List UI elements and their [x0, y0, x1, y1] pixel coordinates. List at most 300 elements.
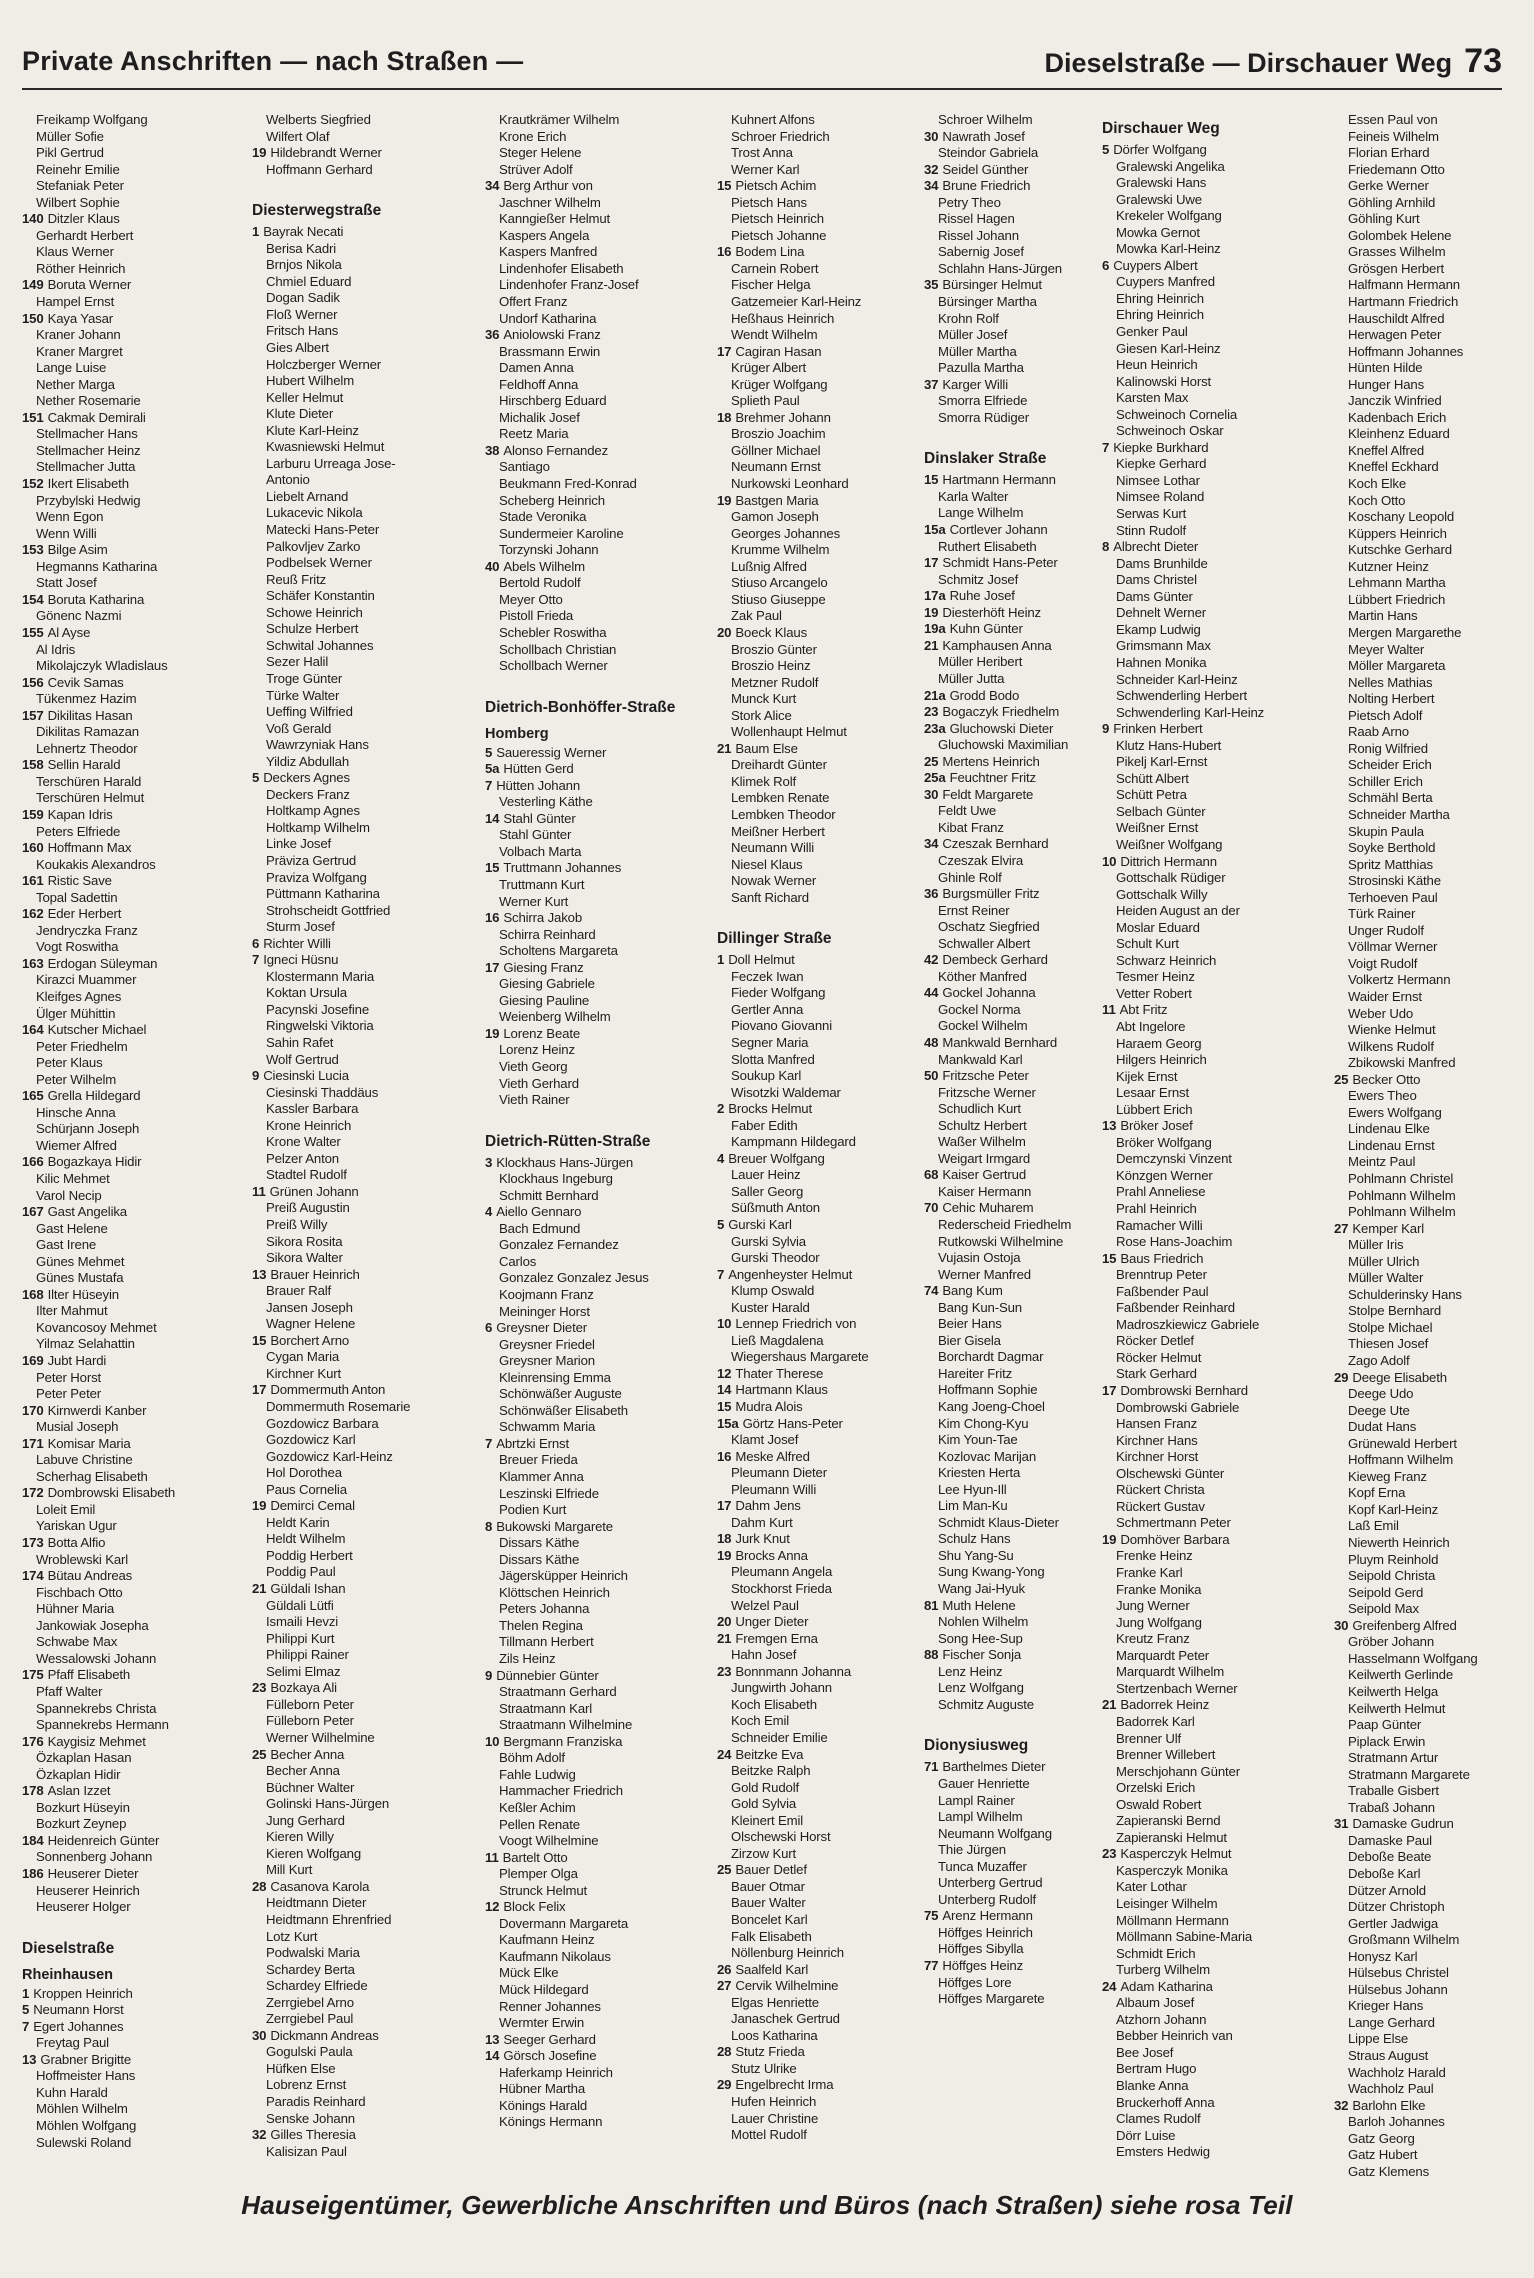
- resident-entry: [1334, 327, 1514, 344]
- house-number: 155: [22, 624, 44, 640]
- resident-entry: [252, 1184, 482, 1201]
- resident-name: Gamon Joseph: [731, 509, 819, 525]
- resident-entry: [252, 588, 482, 605]
- resident-entry: [485, 377, 715, 394]
- resident-entry: [717, 1349, 947, 1366]
- resident-name: Koschany Leopold: [1348, 509, 1455, 525]
- house-number: 23: [1102, 1846, 1117, 1862]
- resident-entry: [1102, 1995, 1332, 2012]
- house-number: 35: [924, 277, 939, 293]
- house-number: 19: [717, 492, 732, 508]
- resident-name: Weißner Wolfgang: [1116, 836, 1223, 852]
- resident-name: Keller Helmut: [266, 389, 344, 405]
- resident-name: Philippi Kurt: [266, 1630, 335, 1646]
- resident-entry: [1334, 2147, 1514, 2164]
- resident-entry: [1102, 1979, 1332, 1996]
- resident-name: Bier Gisela: [938, 1332, 1001, 1348]
- resident-name: Süßmuth Anton: [731, 1200, 820, 1216]
- resident-entry: [22, 211, 252, 228]
- resident-name: Aniolowski Franz: [503, 327, 601, 343]
- resident-entry: [485, 1817, 715, 1834]
- resident-entry: [1334, 178, 1514, 195]
- resident-name: Ließ Magdalena: [731, 1332, 824, 1348]
- resident-name: Wollenhaupt Helmut: [731, 724, 847, 740]
- resident-name: Grella Hildegard: [47, 1088, 141, 1104]
- resident-name: Schönwäßer Auguste: [499, 1386, 622, 1402]
- resident-name: Özkaplan Hasan: [36, 1750, 132, 1766]
- resident-name: Grabner Brigitte: [40, 2051, 132, 2067]
- resident-name: Piplack Erwin: [1348, 1733, 1426, 1749]
- resident-entry: [485, 1734, 715, 1751]
- resident-name: Ciesinski Thaddäus: [266, 1084, 379, 1100]
- resident-name: Dünnebier Günter: [496, 1667, 599, 1683]
- resident-name: Saller Georg: [731, 1183, 804, 1199]
- resident-entry: [252, 853, 482, 870]
- resident-name: Casanova Karola: [270, 1878, 370, 1894]
- resident-entry: [252, 1912, 482, 1929]
- resident-entry: [485, 1684, 715, 1701]
- resident-name: Lußnig Alfred: [731, 558, 807, 574]
- resident-name: Lesaar Ernst: [1116, 1085, 1189, 1101]
- resident-name: Schiller Erich: [1348, 773, 1423, 789]
- resident-entry: [485, 658, 715, 675]
- resident-name: Gast Angelika: [47, 1204, 127, 1220]
- house-number: 27: [1334, 1220, 1349, 1236]
- resident-entry: [1334, 2114, 1514, 2131]
- resident-entry: [717, 476, 947, 493]
- resident-name: Gatz Hubert: [1348, 2147, 1418, 2163]
- resident-name: Neumann Willi: [731, 840, 815, 856]
- resident-name: Krautkrämer Wilhelm: [499, 112, 620, 127]
- house-number: 74: [924, 1283, 939, 1299]
- resident-entry: [717, 1200, 947, 1217]
- resident-entry: [1334, 1883, 1514, 1900]
- resident-entry: [1102, 688, 1332, 705]
- resident-name: Boruta Werner: [47, 277, 132, 293]
- resident-entry: [485, 393, 715, 410]
- resident-entry: [485, 526, 715, 543]
- resident-name: Koch Elisabeth: [731, 1696, 817, 1712]
- resident-name: Werner Karl: [731, 161, 800, 177]
- street-heading: [485, 691, 715, 721]
- resident-name: Zbikowski Manfred: [1348, 1055, 1456, 1071]
- resident-name: Koch Otto: [1348, 492, 1406, 508]
- resident-entry: [485, 1883, 715, 1900]
- resident-name: Gozdowicz Karl-Heinz: [266, 1448, 393, 1464]
- resident-entry: [252, 985, 482, 1002]
- resident-name: Nohlen Wilhelm: [938, 1614, 1029, 1630]
- resident-entry: [22, 972, 252, 989]
- resident-entry: [1102, 1433, 1332, 1450]
- resident-name: Truttmann Kurt: [499, 876, 585, 892]
- resident-name: Becher Anna: [266, 1763, 340, 1779]
- resident-entry: [252, 621, 482, 638]
- resident-name: Vesterling Käthe: [499, 794, 593, 810]
- resident-name: Podien Kurt: [499, 1502, 567, 1518]
- resident-name: Seipold Gerd: [1348, 1584, 1424, 1600]
- resident-name: Schürjann Joseph: [36, 1121, 140, 1137]
- resident-name: Ciesinski Lucia: [263, 1068, 349, 1084]
- resident-name: Hinsche Anna: [36, 1104, 116, 1120]
- resident-name: Püttmann Katharina: [266, 886, 380, 902]
- resident-name: Wroblewski Karl: [36, 1551, 129, 1567]
- resident-name: Stellmacher Jutta: [36, 459, 136, 475]
- resident-entry: [22, 1849, 252, 1866]
- resident-entry: [22, 1254, 252, 1271]
- resident-name: Klockhaus Hans-Jürgen: [496, 1154, 634, 1170]
- resident-name: Kleinhenz Eduard: [1348, 426, 1450, 442]
- resident-entry: [22, 1767, 252, 1784]
- resident-name: Kaufmann Nikolaus: [499, 1948, 611, 1964]
- resident-entry: [1334, 162, 1514, 179]
- resident-entry: [22, 1403, 252, 1420]
- resident-name: Kirchner Hans: [1116, 1432, 1198, 1448]
- resident-entry: [1102, 1615, 1332, 1632]
- house-number: 34: [485, 178, 500, 194]
- house-number: 160: [22, 840, 44, 856]
- resident-entry: [717, 1134, 947, 1151]
- resident-name: Lenz Heinz: [938, 1663, 1003, 1679]
- resident-name: Kaufmann Heinz: [499, 1932, 595, 1948]
- resident-entry: [485, 910, 715, 927]
- resident-entry: [252, 1101, 482, 1118]
- resident-name: Halfmann Hermann: [1348, 277, 1460, 293]
- resident-name: Al Ayse: [47, 624, 91, 640]
- resident-name: Krüger Wolfgang: [731, 376, 828, 392]
- heading-text: Dirschauer Weg: [1102, 120, 1220, 137]
- resident-name: Karla Walter: [938, 488, 1009, 504]
- resident-entry: [252, 952, 482, 969]
- resident-entry: [1334, 857, 1514, 874]
- resident-entry: [252, 1482, 482, 1499]
- resident-name: Floß Werner: [266, 306, 338, 322]
- house-number: 176: [22, 1733, 44, 1749]
- resident-entry: [1102, 622, 1332, 639]
- resident-name: Saueressig Werner: [496, 744, 607, 760]
- resident-entry: [1102, 1019, 1332, 1036]
- house-number: 42: [924, 952, 939, 968]
- resident-entry: [1334, 939, 1514, 956]
- resident-name: Czeszak Elvira: [938, 852, 1024, 868]
- resident-entry: [1102, 920, 1332, 937]
- house-number: 161: [22, 873, 44, 889]
- resident-name: Hühner Maria: [36, 1601, 115, 1617]
- resident-entry: [1334, 277, 1514, 294]
- resident-entry: [717, 1631, 947, 1648]
- resident-name: Lembken Theodor: [731, 806, 836, 822]
- house-number: 48: [924, 1034, 939, 1050]
- resident-entry: [1102, 1002, 1332, 1019]
- resident-name: Feldhoff Anna: [499, 376, 579, 392]
- resident-name: Fritzsche Peter: [942, 1068, 1029, 1084]
- house-number: 44: [924, 985, 939, 1001]
- resident-name: Poddig Herbert: [266, 1547, 353, 1563]
- resident-name: Gottschalk Willy: [1116, 886, 1208, 902]
- house-number: 30: [924, 128, 939, 144]
- house-number: 9: [485, 1667, 493, 1683]
- resident-name: Koktan Ursula: [266, 985, 347, 1001]
- resident-name: Nurkowski Leonhard: [731, 476, 849, 492]
- heading-text: Dinslaker Straße: [924, 450, 1047, 468]
- resident-name: Bertold Rudolf: [499, 575, 581, 591]
- resident-name: Orzelski Erich: [1116, 1780, 1196, 1796]
- resident-entry: [717, 658, 947, 675]
- house-number: 32: [1334, 2097, 1349, 2113]
- resident-name: Schütt Albert: [1116, 770, 1189, 786]
- resident-name: Kieren Wolfgang: [266, 1845, 362, 1861]
- resident-name: Höffges Heinz: [942, 1957, 1024, 1973]
- resident-entry: [22, 1370, 252, 1387]
- resident-name: Kim Chong-Kyu: [938, 1415, 1029, 1431]
- resident-entry: [717, 1118, 947, 1135]
- resident-name: Burgsmüller Fritz: [942, 886, 1040, 902]
- resident-entry: [252, 721, 482, 738]
- resident-name: Thie Jürgen: [938, 1842, 1006, 1858]
- resident-name: Boncelet Karl: [731, 1911, 808, 1927]
- resident-name: Schmidt Erich: [1116, 1945, 1196, 1961]
- resident-entry: [1102, 1201, 1332, 1218]
- resident-name: Ewers Wolfgang: [1348, 1104, 1442, 1120]
- resident-name: Koojmann Franz: [499, 1287, 594, 1302]
- resident-entry: [1102, 804, 1332, 821]
- resident-entry: [1102, 1731, 1332, 1748]
- resident-name: Rederscheid Friedhelm: [938, 1217, 1072, 1232]
- resident-name: Torzynski Johann: [499, 542, 599, 558]
- house-number: 159: [22, 806, 44, 822]
- resident-entry: [1102, 142, 1332, 159]
- resident-entry: [717, 1167, 947, 1184]
- resident-entry: [1102, 1251, 1332, 1268]
- resident-name: Lukacevic Nikola: [266, 505, 363, 521]
- resident-name: Podbelsek Werner: [266, 555, 372, 571]
- resident-entry: [485, 778, 715, 795]
- resident-entry: [1102, 1118, 1332, 1135]
- resident-name: Stinn Rudolf: [1116, 522, 1187, 538]
- resident-entry: [1334, 658, 1514, 675]
- resident-entry: [22, 1651, 252, 1668]
- resident-name: Gozdowicz Karl: [266, 1432, 356, 1448]
- resident-name: Görsch Josefine: [503, 2048, 597, 2064]
- resident-name: Peter Friedhelm: [36, 1038, 128, 1054]
- resident-entry: [485, 162, 715, 179]
- resident-name: Müller Heribert: [938, 654, 1023, 670]
- resident-entry: [1334, 1667, 1514, 1684]
- resident-entry: [1102, 1449, 1332, 1466]
- resident-entry: [485, 2098, 715, 2115]
- resident-entry: [252, 2077, 482, 2094]
- resident-entry: [1102, 771, 1332, 788]
- resident-name: Schneider Karl-Heinz: [1116, 671, 1238, 687]
- district-heading: [22, 1962, 252, 1986]
- resident-entry: [717, 162, 947, 179]
- resident-entry: [717, 1234, 947, 1251]
- resident-name: Kleinrensing Emma: [499, 1369, 611, 1385]
- resident-name: Bertram Hugo: [1116, 2061, 1197, 2077]
- resident-name: Gauer Henriette: [938, 1775, 1030, 1791]
- resident-name: Mankwald Bernhard: [942, 1034, 1058, 1050]
- resident-entry: [1102, 539, 1332, 556]
- resident-entry: [1334, 1353, 1514, 1370]
- resident-entry: [252, 1399, 482, 1416]
- resident-name: Klump Oswald: [731, 1283, 815, 1299]
- resident-entry: [252, 1747, 482, 1764]
- resident-entry: [1102, 1946, 1332, 1963]
- resident-name: Greysner Dieter: [496, 1320, 588, 1336]
- resident-entry: [252, 2111, 482, 2128]
- resident-name: Kutschke Gerhard: [1348, 542, 1452, 558]
- resident-name: Grodd Bodo: [949, 687, 1020, 703]
- resident-entry: [717, 774, 947, 791]
- resident-name: Holczberger Werner: [266, 356, 382, 372]
- resident-name: Höffges Heinrich: [938, 1924, 1033, 1940]
- house-number: 50: [924, 1068, 939, 1084]
- resident-name: Klammer Anna: [499, 1469, 584, 1485]
- resident-name: Heuserer Dieter: [47, 1865, 139, 1881]
- house-number: 163: [22, 955, 44, 971]
- house-number: 25: [717, 1862, 732, 1878]
- resident-name: Bogazkaya Hidir: [47, 1154, 142, 1170]
- resident-name: Seidel Günther: [942, 161, 1029, 177]
- resident-entry: [717, 211, 947, 228]
- house-number: 186: [22, 1865, 44, 1881]
- resident-entry: [252, 162, 482, 179]
- resident-name: Scheberg Heinrich: [499, 492, 605, 508]
- resident-entry: [1334, 1767, 1514, 1784]
- resident-entry: [252, 2011, 482, 2028]
- resident-entry: [22, 311, 252, 328]
- resident-name: Lippe Else: [1348, 2031, 1409, 2047]
- resident-name: Heiden August an der: [1116, 903, 1240, 919]
- resident-name: Dombrowski Gabriele: [1116, 1399, 1240, 1415]
- resident-entry: [485, 559, 715, 576]
- resident-name: Görtz Hans-Peter: [742, 1415, 843, 1431]
- resident-name: Giesing Franz: [503, 959, 584, 975]
- resident-entry: [252, 1730, 482, 1747]
- resident-entry: [22, 1105, 252, 1122]
- resident-name: Krone Erich: [499, 128, 567, 144]
- resident-entry: [252, 969, 482, 986]
- house-number: 70: [924, 1200, 939, 1216]
- resident-name: Könings Harald: [499, 2097, 588, 2113]
- resident-name: Jägersküpper Heinrich: [499, 1568, 628, 1584]
- resident-name: Bang Kun-Sun: [938, 1299, 1022, 1315]
- resident-entry: [252, 1316, 482, 1333]
- house-number: 30: [1334, 1617, 1349, 1633]
- resident-entry: [1334, 1684, 1514, 1701]
- resident-entry: [22, 2068, 252, 2085]
- resident-entry: [252, 2061, 482, 2078]
- resident-entry: [22, 840, 252, 857]
- resident-name: Unterberg Rudolf: [938, 1891, 1037, 1907]
- resident-entry: [252, 505, 482, 522]
- resident-entry: [1334, 294, 1514, 311]
- resident-name: Ülger Mühittin: [36, 1005, 116, 1021]
- resident-name: Voogt Wilhelmine: [499, 1833, 599, 1849]
- resident-name: Gozdowicz Barbara: [266, 1415, 379, 1431]
- resident-entry: [717, 952, 947, 969]
- resident-name: Preiß Augustin: [266, 1200, 350, 1216]
- resident-name: Gluchowski Dieter: [949, 720, 1054, 736]
- resident-name: Franke Karl: [1116, 1565, 1183, 1581]
- resident-entry: [1334, 559, 1514, 576]
- resident-entry: [22, 1986, 252, 2003]
- resident-name: Hütten Gerd: [503, 761, 574, 777]
- resident-entry: [252, 1515, 482, 1532]
- resident-entry: [1334, 1949, 1514, 1966]
- resident-entry: [485, 1042, 715, 1059]
- house-number: 11: [1102, 1002, 1116, 1018]
- resident-name: Deege Elisabeth: [1352, 1369, 1447, 1385]
- resident-name: Könings Hermann: [499, 2114, 603, 2130]
- house-number: 81: [924, 1597, 939, 1613]
- resident-entry: [717, 1680, 947, 1697]
- resident-entry: [717, 790, 947, 807]
- resident-entry: [485, 112, 715, 129]
- resident-name: Arenz Hermann: [942, 1908, 1033, 1924]
- resident-name: Höffges Lore: [938, 1974, 1012, 1990]
- resident-entry: [22, 1287, 252, 1304]
- resident-entry: [485, 294, 715, 311]
- resident-entry: [22, 410, 252, 427]
- resident-name: Paap Günter: [1348, 1717, 1422, 1733]
- resident-entry: [1334, 377, 1514, 394]
- resident-entry: [1102, 390, 1332, 407]
- resident-name: Güldali Ishan: [270, 1581, 346, 1597]
- resident-entry: [22, 592, 252, 609]
- resident-name: Mill Kurt: [266, 1862, 313, 1878]
- resident-name: Dahm Jens: [735, 1498, 801, 1514]
- resident-name: Moslar Eduard: [1116, 919, 1200, 935]
- resident-entry: [252, 1664, 482, 1681]
- resident-entry: [22, 1585, 252, 1602]
- resident-name: Boeck Klaus: [735, 624, 808, 640]
- resident-entry: [22, 724, 252, 741]
- resident-entry: [1102, 1515, 1332, 1532]
- resident-entry: [717, 1018, 947, 1035]
- resident-entry: [717, 1978, 947, 1995]
- resident-name: Krohn Rolf: [938, 310, 999, 326]
- resident-entry: [22, 509, 252, 526]
- resident-name: Küppers Heinrich: [1348, 525, 1447, 541]
- resident-name: Bayrak Necati: [263, 224, 344, 240]
- resident-entry: [1102, 1366, 1332, 1383]
- resident-name: Deboße Karl: [1348, 1865, 1421, 1881]
- resident-name: Güldali Lütfi: [266, 1597, 334, 1613]
- resident-entry: [22, 1221, 252, 1238]
- resident-name: Kapan Idris: [47, 806, 113, 822]
- resident-entry: [1334, 890, 1514, 907]
- resident-entry: [485, 1965, 715, 1982]
- house-number: 88: [924, 1647, 939, 1663]
- resident-entry: [252, 1697, 482, 1714]
- resident-entry: [485, 311, 715, 328]
- resident-name: Bauer Detlef: [735, 1862, 807, 1878]
- resident-entry: [1102, 1102, 1332, 1119]
- resident-name: Marquardt Wilhelm: [1116, 1664, 1225, 1680]
- resident-name: Cevik Samas: [47, 674, 124, 690]
- resident-name: Hasselmann Wolfgang: [1348, 1650, 1478, 1666]
- resident-entry: [22, 559, 252, 576]
- resident-entry: [22, 1121, 252, 1138]
- resident-name: Brocks Helmut: [728, 1101, 812, 1117]
- resident-entry: [485, 1155, 715, 1172]
- resident-name: Damaske Gudrun: [1352, 1816, 1454, 1832]
- resident-entry: [717, 1366, 947, 1383]
- resident-name: Fülleborn Peter: [266, 1713, 354, 1729]
- house-number: 9: [1102, 721, 1110, 737]
- resident-entry: [1102, 605, 1332, 622]
- resident-entry: [485, 1519, 715, 1536]
